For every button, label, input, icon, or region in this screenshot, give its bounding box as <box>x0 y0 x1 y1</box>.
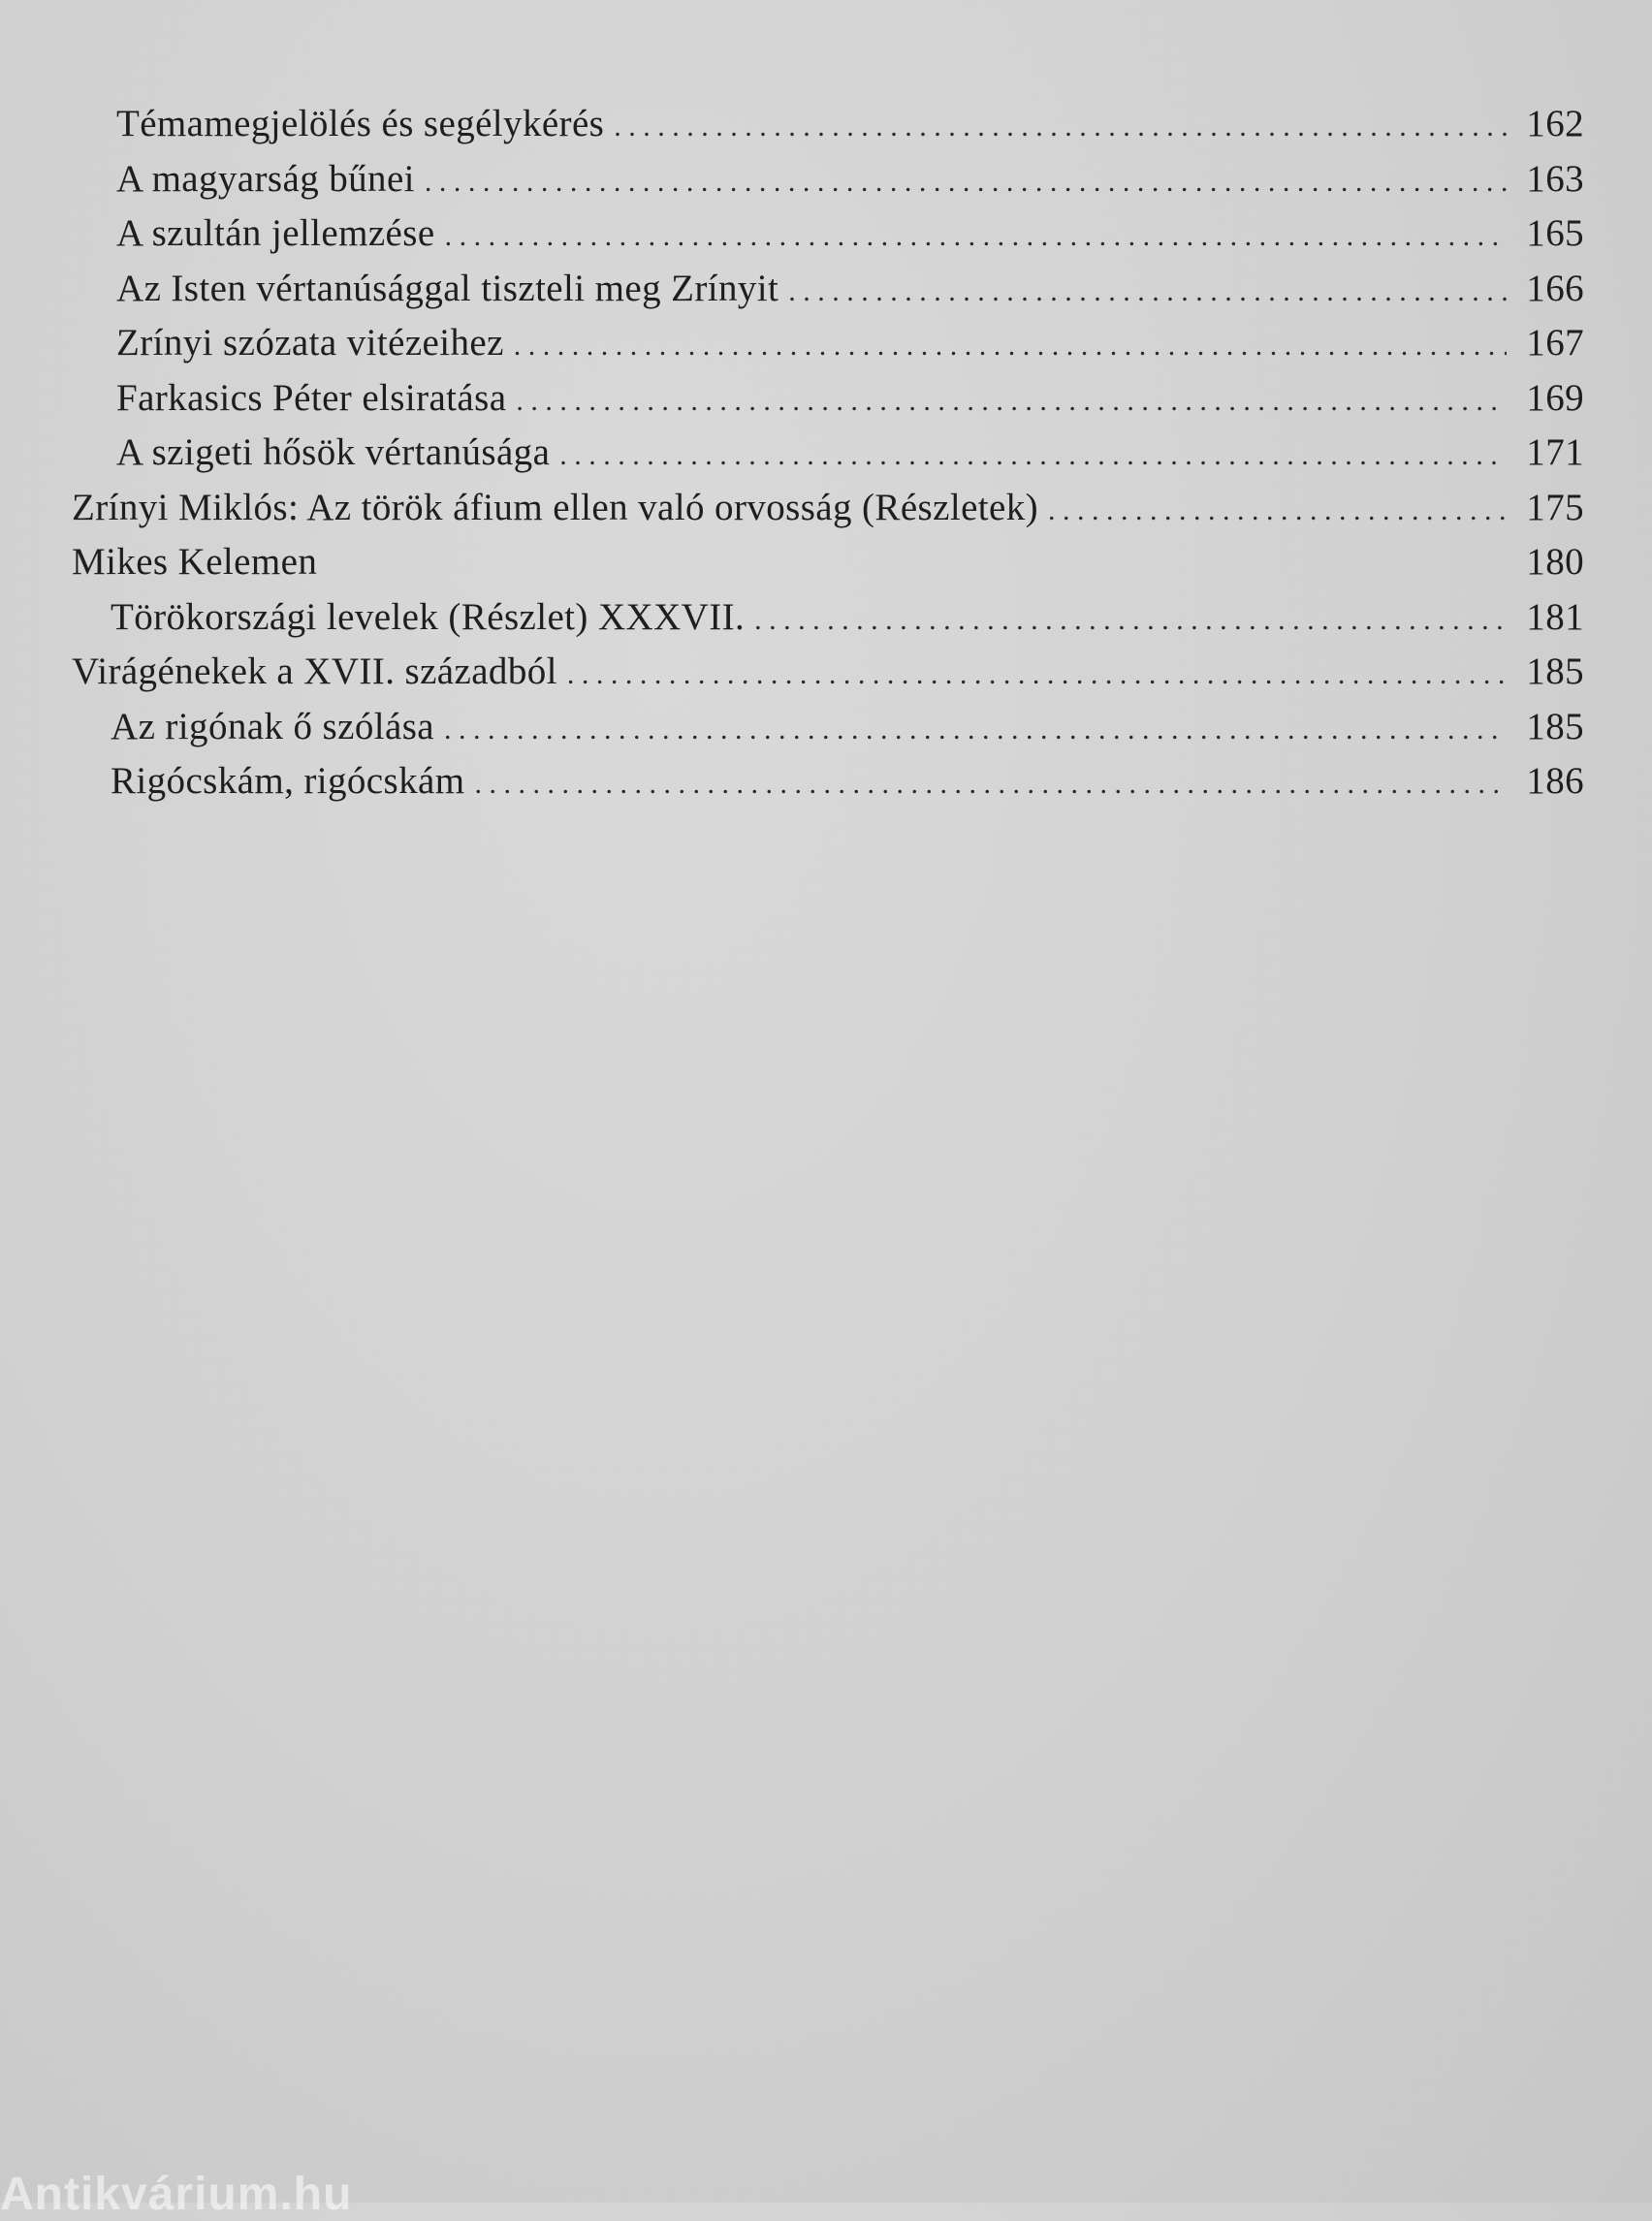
toc-entry <box>72 590 1584 646</box>
toc-entry-title: Az Isten vértanúsággal tiszteli meg Zrínyit <box>116 267 779 309</box>
table-of-contents <box>72 97 1584 809</box>
toc-entry <box>72 316 1584 371</box>
toc-page-number: 171 <box>1526 431 1584 473</box>
toc-entry-title: A szigeti hősök vértanúsága <box>116 431 551 473</box>
toc-section-entry <box>72 535 1584 590</box>
toc-page-number: 169 <box>1526 376 1584 419</box>
toc-page-number: 186 <box>1526 760 1584 802</box>
toc-dot-leader <box>425 155 1507 209</box>
toc-page-number: 181 <box>1526 595 1584 638</box>
toc-entry-title: Rigócskám, rigócskám <box>111 760 465 802</box>
watermark-logo: Antikvárium.hu <box>0 2169 353 2220</box>
toc-entry-title: Farkasics Péter elsiratása <box>116 376 507 419</box>
toc-entry-title: A szultán jellemzése <box>116 212 435 254</box>
toc-page-number: 166 <box>1526 267 1584 309</box>
toc-entry-title: Mikes Kelemen <box>72 541 318 583</box>
toc-dot-leader <box>514 319 1507 373</box>
toc-entry <box>72 426 1584 481</box>
toc-entry <box>72 152 1584 207</box>
toc-entry <box>72 700 1584 755</box>
toc-page-number: 165 <box>1526 212 1584 254</box>
toc-page-number: 167 <box>1526 322 1584 364</box>
toc-entry <box>72 97 1584 152</box>
toc-dot-leader <box>788 265 1507 319</box>
toc-entry-title: Témamegjelölés és segélykérés <box>116 103 605 144</box>
toc-page-number: 185 <box>1526 650 1584 692</box>
toc-dot-leader <box>474 757 1507 811</box>
toc-page-number: 185 <box>1526 705 1584 747</box>
toc-entry-title: Zrínyi szózata vitézeihez <box>116 322 504 364</box>
toc-dot-leader <box>444 703 1507 757</box>
toc-section-entry <box>72 645 1584 700</box>
toc-page-number: 162 <box>1526 103 1584 144</box>
toc-section-entry <box>72 481 1584 536</box>
toc-entry <box>72 754 1584 809</box>
toc-page-number: 180 <box>1526 541 1584 583</box>
toc-dot-leader <box>516 374 1507 428</box>
toc-entry-title: Zrínyi Miklós: Az török áfium ellen való orvosság (Részletek) <box>72 486 1039 528</box>
toc-dot-leader <box>1048 484 1507 538</box>
toc-dot-leader <box>445 209 1507 264</box>
toc-entry-title: Virágénekek a XVII. századból <box>72 650 557 692</box>
toc-entry <box>72 371 1584 427</box>
toc-dot-leader <box>614 100 1507 154</box>
toc-page-number: 175 <box>1526 486 1584 528</box>
toc-page-number: 163 <box>1526 157 1584 200</box>
toc-dot-leader <box>559 428 1507 483</box>
toc-entry-title: Törökországi levelek (Részlet) XXXVII. <box>111 595 746 638</box>
toc-entry-title: Az rigónak ő szólása <box>111 705 434 747</box>
toc-entry-title: A magyarság bűnei <box>116 157 415 200</box>
toc-dot-leader <box>754 593 1507 648</box>
toc-dot-leader <box>567 648 1507 702</box>
toc-entry <box>72 206 1584 262</box>
toc-entry <box>72 262 1584 317</box>
